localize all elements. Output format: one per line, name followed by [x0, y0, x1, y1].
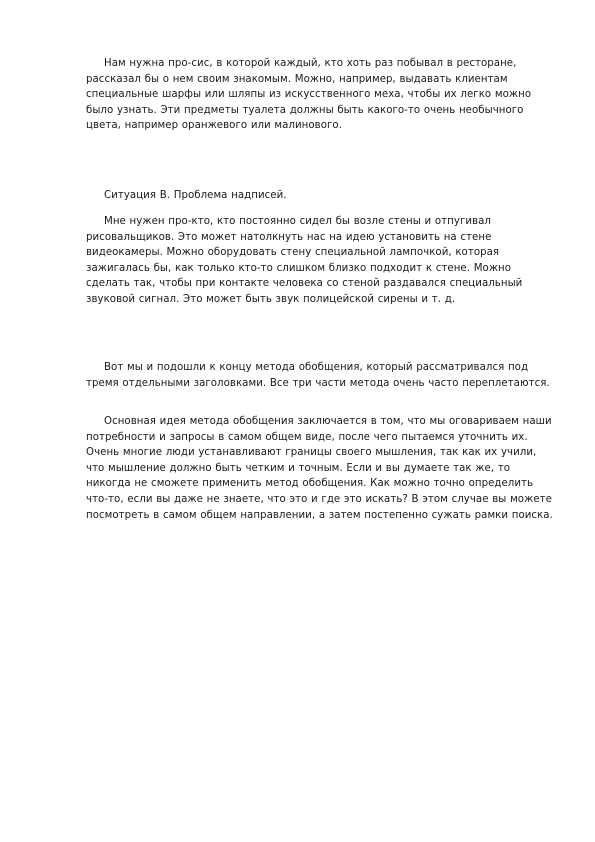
situation-heading: Ситуация В. Проблема надписей. [104, 190, 287, 201]
paragraph-method-end: Вот мы и подошли к концу метода обобщения, который рассматривался под тремя отдельными заголовками. Все три части метода очень часто переплетаются. [86, 362, 550, 389]
paragraph-wall-guard: Мне нужен про-кто, кто постоянно сидел бы возле стены и отпугивал рисовальщиков. Это может натолкнуть нас на идею установить на стене видеокамеры. Можно оборудовать стену специальной лампочкой, которая зажигалась бы, как только кто-то слишком близко подходит к стене. Можно сделать так, чтобы при контакте человека со стеной раздавался специальный звуковой сигнал. Это может быть звук полицейской сирены и т. д. [86, 216, 523, 305]
paragraph-main-idea: Основная идея метода обобщения заключается в том, что мы оговариваем наши потребности и запросы в самом общем виде, после чего пытаемся уточнить их. Очень многие люди устанавливают границы своего мышления, так как их учили, что мышление должно быть четким и точным. Если и вы думаете так же, то никогда не сможете применить метод обобщения. Как можно точно определить что-то, если вы даже не знаете, что это и где это искать? В этом случае вы можете посмотреть в самом общем направлении, а затем постепенно сужать рамки поиска. [86, 416, 553, 521]
paragraph-restaurant-scarves: Нам нужна про-сис, в которой каждый, кто хоть раз побывал в ресторане, рассказал бы о нем своим знакомым. Можно, например, выдавать клиентам специальные шарфы или шляпы из искусственного меха, чтобы их легко можно было узнать. Эти предметы туалета должны быть какого-то очень необычного цвета, например оранжевого или малинового. [86, 58, 532, 132]
